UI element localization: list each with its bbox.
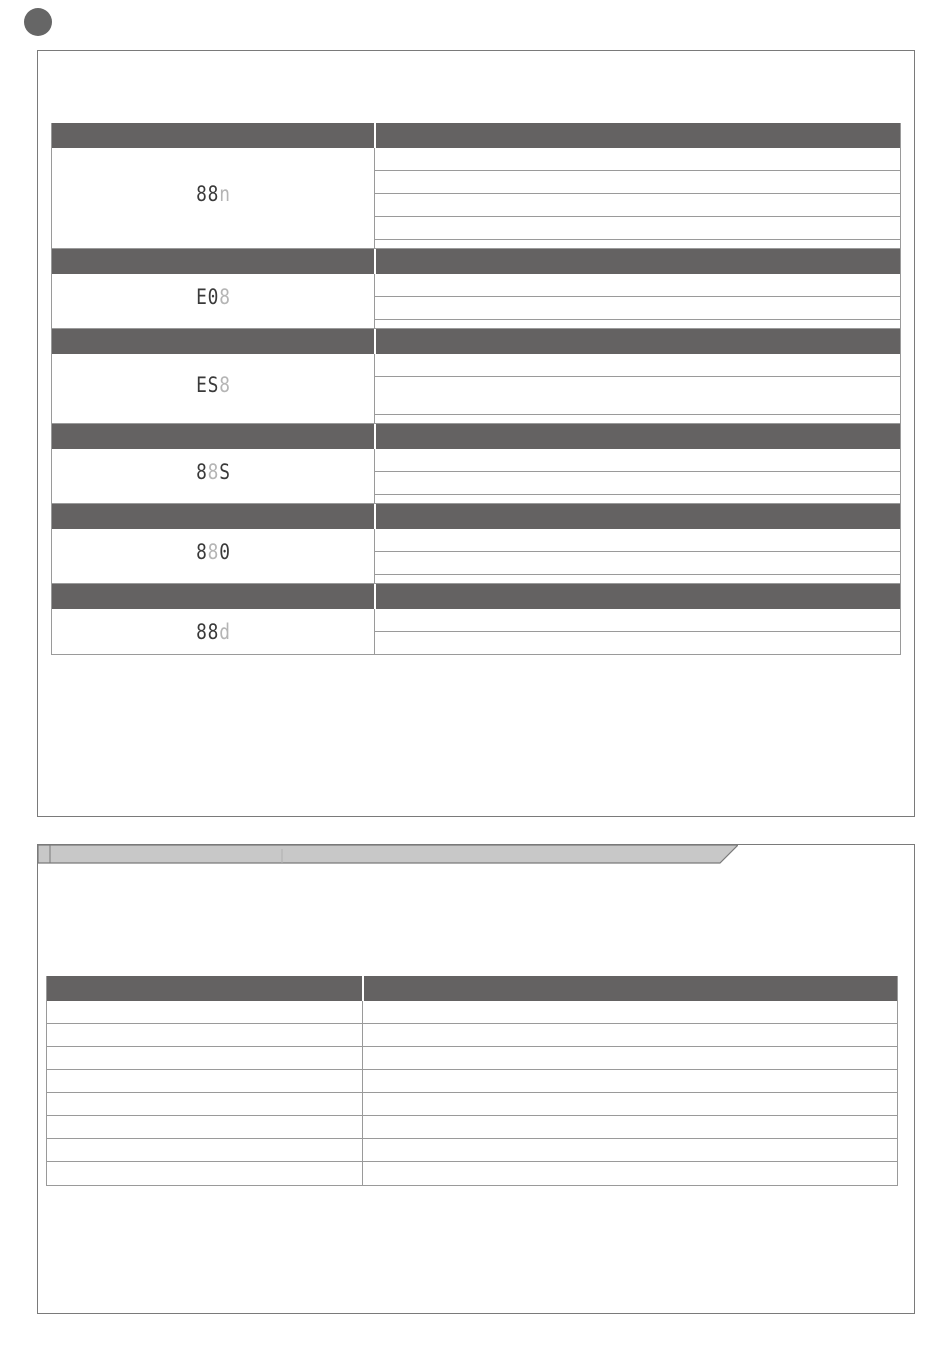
table-row [47, 1093, 897, 1116]
code-group [51, 329, 901, 424]
display-code-cell [52, 354, 375, 415]
table-row [47, 1024, 897, 1047]
code-group [51, 504, 901, 584]
group-header [52, 249, 900, 274]
display-code-cell [52, 449, 375, 495]
table-row [47, 1070, 897, 1093]
table-row [375, 194, 900, 217]
display-code-cell [52, 148, 375, 240]
table-row [375, 297, 900, 320]
table-row [375, 354, 900, 377]
segment-display-icon: ES8 [195, 372, 231, 397]
table-row [375, 217, 900, 240]
settings-table [46, 976, 898, 1186]
segment-display-icon: E08 [195, 285, 231, 309]
error-codes-table [51, 123, 901, 655]
table-row [375, 632, 900, 654]
table-row [375, 148, 900, 171]
segment-display-icon: 88d [195, 619, 231, 644]
code-group [51, 249, 901, 329]
table-row [47, 1047, 897, 1070]
table-row [47, 1116, 897, 1139]
code-group [51, 424, 901, 504]
table-row [47, 1139, 897, 1162]
group-header [52, 424, 900, 449]
segment-display-icon: 88S [195, 460, 231, 484]
settings-panel [37, 844, 915, 1314]
table-row [375, 377, 900, 415]
group-header [52, 584, 900, 609]
table-row [375, 171, 900, 194]
group-header [52, 504, 900, 529]
table-row [47, 1001, 897, 1024]
table-row [375, 472, 900, 495]
group-header [52, 329, 900, 354]
error-codes-panel [37, 50, 915, 817]
section-tab-strip [38, 845, 738, 864]
section-bullet-icon [24, 8, 52, 36]
segment-display-icon: 88n [195, 182, 231, 206]
table-row [375, 449, 900, 472]
display-code-cell [52, 529, 375, 575]
segment-display-icon: 880 [195, 540, 231, 564]
code-group [51, 584, 901, 655]
table-row [47, 1162, 897, 1185]
table-row [375, 274, 900, 297]
table-row [375, 552, 900, 575]
code-group [51, 123, 901, 249]
display-code-cell [52, 609, 375, 654]
table-row [375, 609, 900, 632]
table-header [47, 976, 897, 1001]
table-row [375, 529, 900, 552]
display-code-cell [52, 274, 375, 320]
group-header [52, 123, 900, 148]
